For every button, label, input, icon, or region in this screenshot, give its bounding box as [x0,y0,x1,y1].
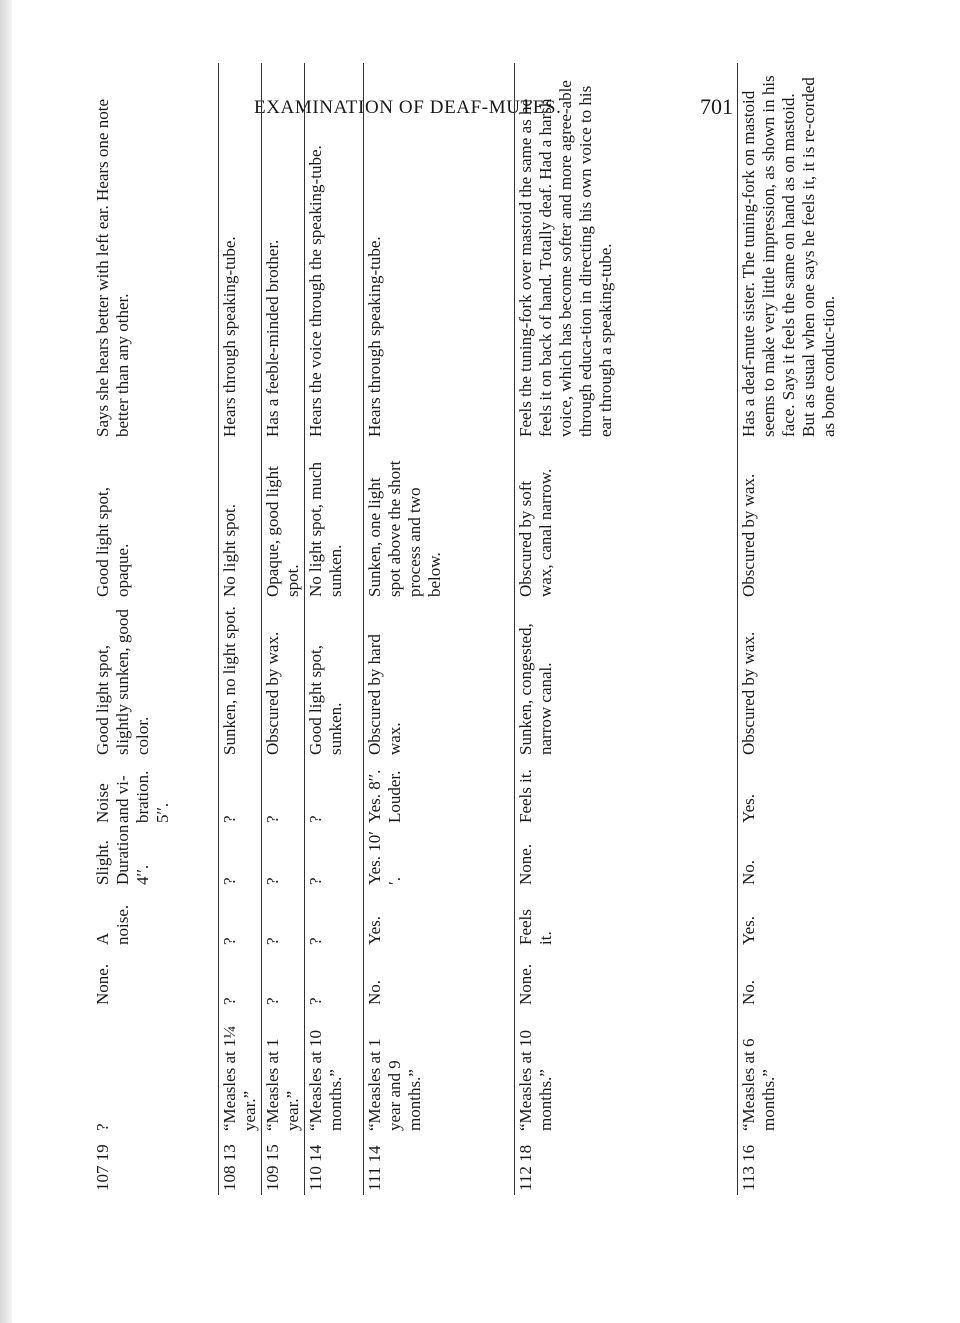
cell-membrana-tympani-left: No light spot, much sunken. [305,441,364,601]
cell-membrana-tympani-right: Good light spot, slightly sunken, good color. [93,609,152,755]
cell-column-4: ? [219,889,262,949]
table-row [92,63,219,1195]
cell-membrana-tympani-left: Sunken, one light spot above the short process and two below. [364,441,515,601]
cell-membrana-tympani-right: Obscured by wax. [262,601,305,759]
cell-column-3: ? [305,949,364,1009]
cell-column-3: None. [93,963,112,1005]
cell-column-4: Yes. [738,889,960,949]
table-row [515,63,738,1195]
cell-cause-of-deafness: “Measles at 10 months.” [515,1009,738,1135]
cell-cause-of-deafness: “Measles at 6 months.” [738,1009,960,1135]
cell-membrana-tympani-left: Opaque, good light spot. [262,441,305,601]
cell-membrana-tympani-right: Good light spot, sunken. [305,601,364,759]
table-row [262,63,305,1195]
cell-column-5: ? [262,827,305,889]
table-row [219,63,262,1195]
cell-remarks: Has a deaf-mute sister. The tuning-fork on mastoid seems to make very little impression, as shown in his face. Says it feels the same on hand as on mastoid. But as usual when one says he feels it, it is re-corded as bone conduc-tion. [738,63,960,441]
cell-membrana-tympani-right: Obscured by wax. [738,601,960,759]
cell-column-6: Feels it. [515,759,738,827]
cell-column-4: ? [262,889,305,949]
cell-cause-of-deafness: “Measles at 1 year.” [262,1009,305,1135]
cell-case-number-age: 110 14 [305,1135,364,1195]
cell-column-5: None. [515,827,738,889]
table-body [92,63,960,1195]
cell-column-3: No. [738,949,960,1009]
cell-column-5: ? [219,827,262,889]
cell-column-3: ? [219,949,262,1009]
cell-cause-of-deafness: “Measles at 10 months.” [305,1009,364,1135]
cell-column-6: Noise and vi-bration. 5′′. [93,770,172,823]
page-number: 701 [700,94,733,119]
cell-column-6: Yes. 8′′. Louder. [364,759,515,827]
cell-membrana-tympani-left: Obscured by wax. [738,441,960,601]
cell-column-6: ? [305,759,364,827]
cell-membrana-tympani-right: Obscured by hard wax. [364,601,515,759]
cell-case-number-age: 109 15 [262,1135,305,1195]
cell-remarks: Hears through speaking-tube. [219,63,262,441]
cell-column-5: ? [305,827,364,889]
cell-membrana-tympani-left: Good light spot, opaque. [93,486,132,597]
cell-column-5: Slight. Duration 4′′. [93,824,152,885]
cell-membrana-tympani-left: Obscured by soft wax, canal narrow. [515,441,738,601]
cell-remarks: Hears through speaking-tube. [364,63,515,441]
page-edge-shadow [0,0,12,1323]
cell-cause-of-deafness: ? [93,1123,112,1131]
cell-column-3: ? [262,949,305,1009]
cell-case-number-age: 113 16 [738,1135,960,1195]
cell-column-6: ? [262,759,305,827]
cell-case-number-age: 111 14 [364,1135,515,1195]
cell-column-4: ? [305,889,364,949]
cell-case-number-age: 108 13 [219,1135,262,1195]
cell-column-4: Yes. [364,889,515,949]
cell-membrana-tympani-right: Sunken, no light spot. [219,601,262,759]
cell-remarks: Has a feeble-minded brother. [262,63,305,441]
cell-column-6: Yes. [738,759,960,827]
cell-cause-of-deafness: “Measles at 1¼ year.” [219,1009,262,1135]
cell-remarks: Says she hears better with left ear. Hears one note better than any other. [93,99,132,437]
examination-table [92,63,960,1195]
running-title: EXAMINATION OF DEAF-MUTES. [254,97,562,118]
cell-column-5: Yes. 10′′. [364,827,515,889]
cell-column-4: Feels it. [515,889,738,949]
cell-case-number-age: 112 18 [515,1135,738,1195]
cell-column-6: ? [219,759,262,827]
table-row [305,63,364,1195]
cell-cause-of-deafness: “Measles at 1 year and 9 months.” [364,1009,515,1135]
cell-remarks: Hears the voice through the speaking-tube. [305,63,364,441]
table-row [738,63,960,1195]
cell-remarks: Feels the tuning-fork over mastoid the same as he feels it on back of hand. Totally deaf. Had a harsh voice, which has become softer and more agree-able through educa-tion in directing his own voice to his ear through a speaking-tube. [515,63,738,441]
cell-case-number-age: 107 19 [93,1144,112,1191]
cell-column-3: None. [515,949,738,1009]
table-row [364,63,515,1195]
cell-column-5: No. [738,827,960,889]
cell-membrana-tympani-left: No light spot. [219,441,262,601]
cell-membrana-tympani-right: Sunken, congested, narrow canal. [515,601,738,759]
cell-column-3: No. [364,949,515,1009]
cell-column-4: A noise. [93,904,132,945]
